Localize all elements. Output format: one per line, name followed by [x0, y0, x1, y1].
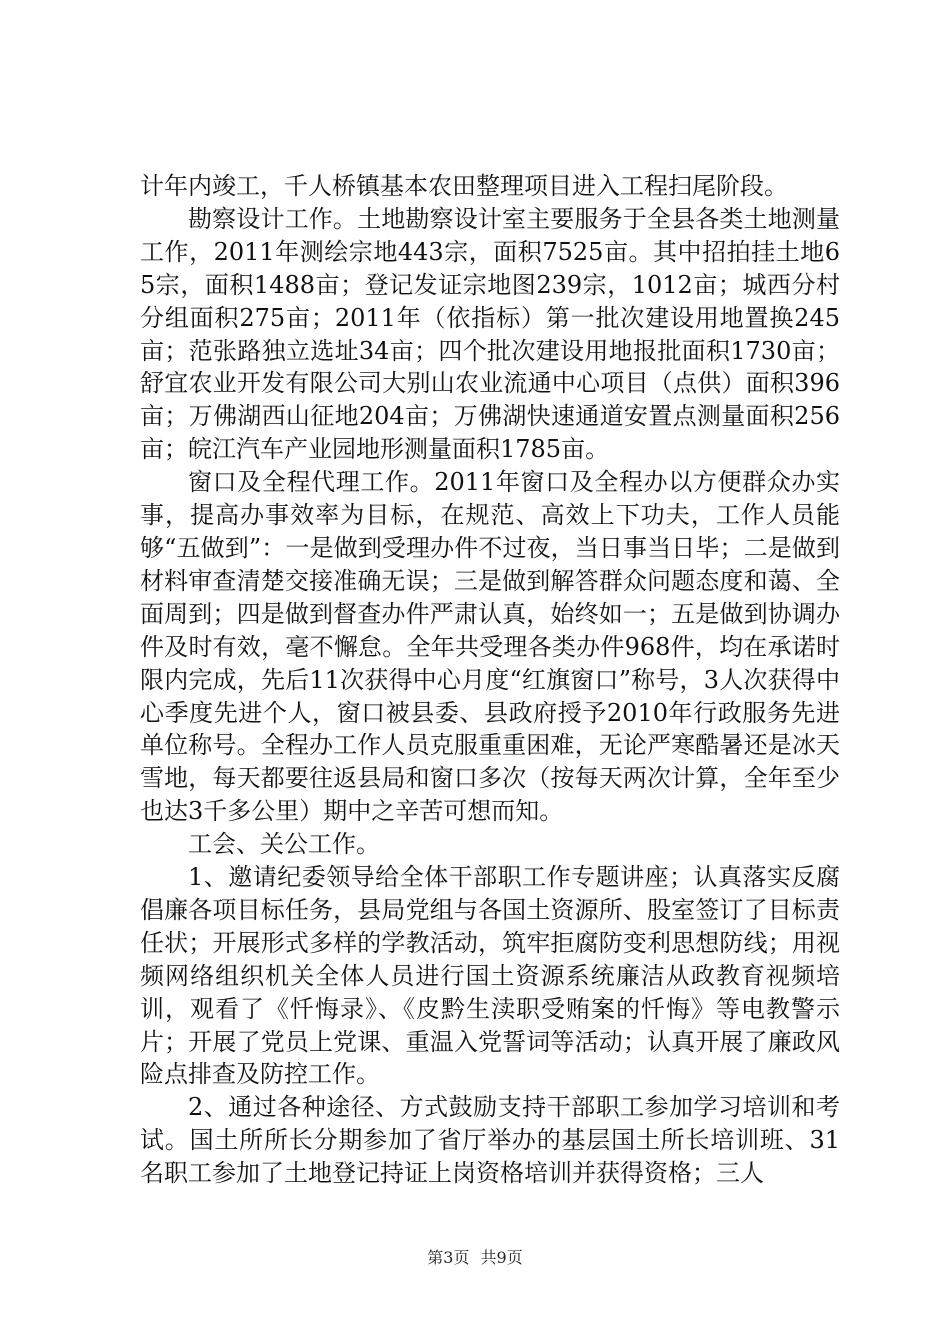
document-body [140, 170, 840, 1190]
page-total: 共9页 [480, 1248, 523, 1267]
paragraph-item-2: 2、通过各种途径、方式鼓励支持干部职工参加学习培训和考试。国土所所长分期参加了省厅举办的基层国土所长培训班、31名职工参加了土地登记持证上岗资格培训并获得资格；三人 [140, 1093, 840, 1188]
paragraph-union-heading: 工会、关公工作。 [188, 830, 380, 859]
paragraph-item-1: 1、邀请纪委领导给全体干部职工作专题讲座；认真落实反腐倡廉各项目标任务，县局党组与各国土资源所、股室签订了目标责任状；开展形式多样的学教活动，筑牢拒腐防变利思想防线；用视频网络组织机关全体人员进行国土资源系统廉洁从政教育视频培训，观看了《忏悔录》、《皮黔生渎职受贿案的忏悔》等电教警示片；开展了党员上党课、重温入党誓词等活动；认真开展了廉政风险点排查及防控工作。 [140, 863, 840, 1089]
paragraph-window-agency: 窗口及全程代理工作。2011年窗口及全程办以方便群众办实事，提高办事效率为目标，在规范、高效上下功夫，工作人员能够“五做到”：一是做到受理办件不过夜，当日事当日毕；二是做到材料审查清楚交接准确无误；三是做到解答群众问题态度和蔼、全面周到；四是做到督查办件严肃认真，始终如一；五是做到协调办件及时有效，毫不懈怠。全年共受理各类办件968件，均在承诺时限内完成，先后11次获得中心月度“红旗窗口”称号，3人次获得中心季度先进个人，窗口被县委、县政府授予2010年行政服务先进单位称号。全程办工作人员克服重重困难，无论严寒酷暑还是冰天雪地，每天都要往返县局和窗口多次（按每天两次计算，全年至少也达3千多公里）期中之辛苦可想而知。 [140, 468, 840, 826]
page-number: 第3页 [427, 1248, 470, 1267]
paragraph-survey-design: 勘察设计工作。土地勘察设计室主要服务于全县各类土地测量工作，2011年测绘宗地443宗，面积7525亩。其中招拍挂土地65宗，面积1488亩；登记发证宗地图239宗，1012亩；城西分村分组面积275亩；2011年（依指标）第一批次建设用地置换245亩；范张路独立选址34亩；四个批次建设用地报批面积1730亩；舒宜农业开发有限公司大别山农业流通中心项目（点供）面积396亩；万佛湖西山征地204亩；万佛湖快速通道安置点测量面积256亩；皖江汽车产业园地形测量面积1785亩。 [140, 204, 840, 464]
page-footer [0, 1248, 950, 1268]
paragraph-continuation: 计年内竣工，千人桥镇基本农田整理项目进入工程扫尾阶段。 [140, 172, 788, 200]
